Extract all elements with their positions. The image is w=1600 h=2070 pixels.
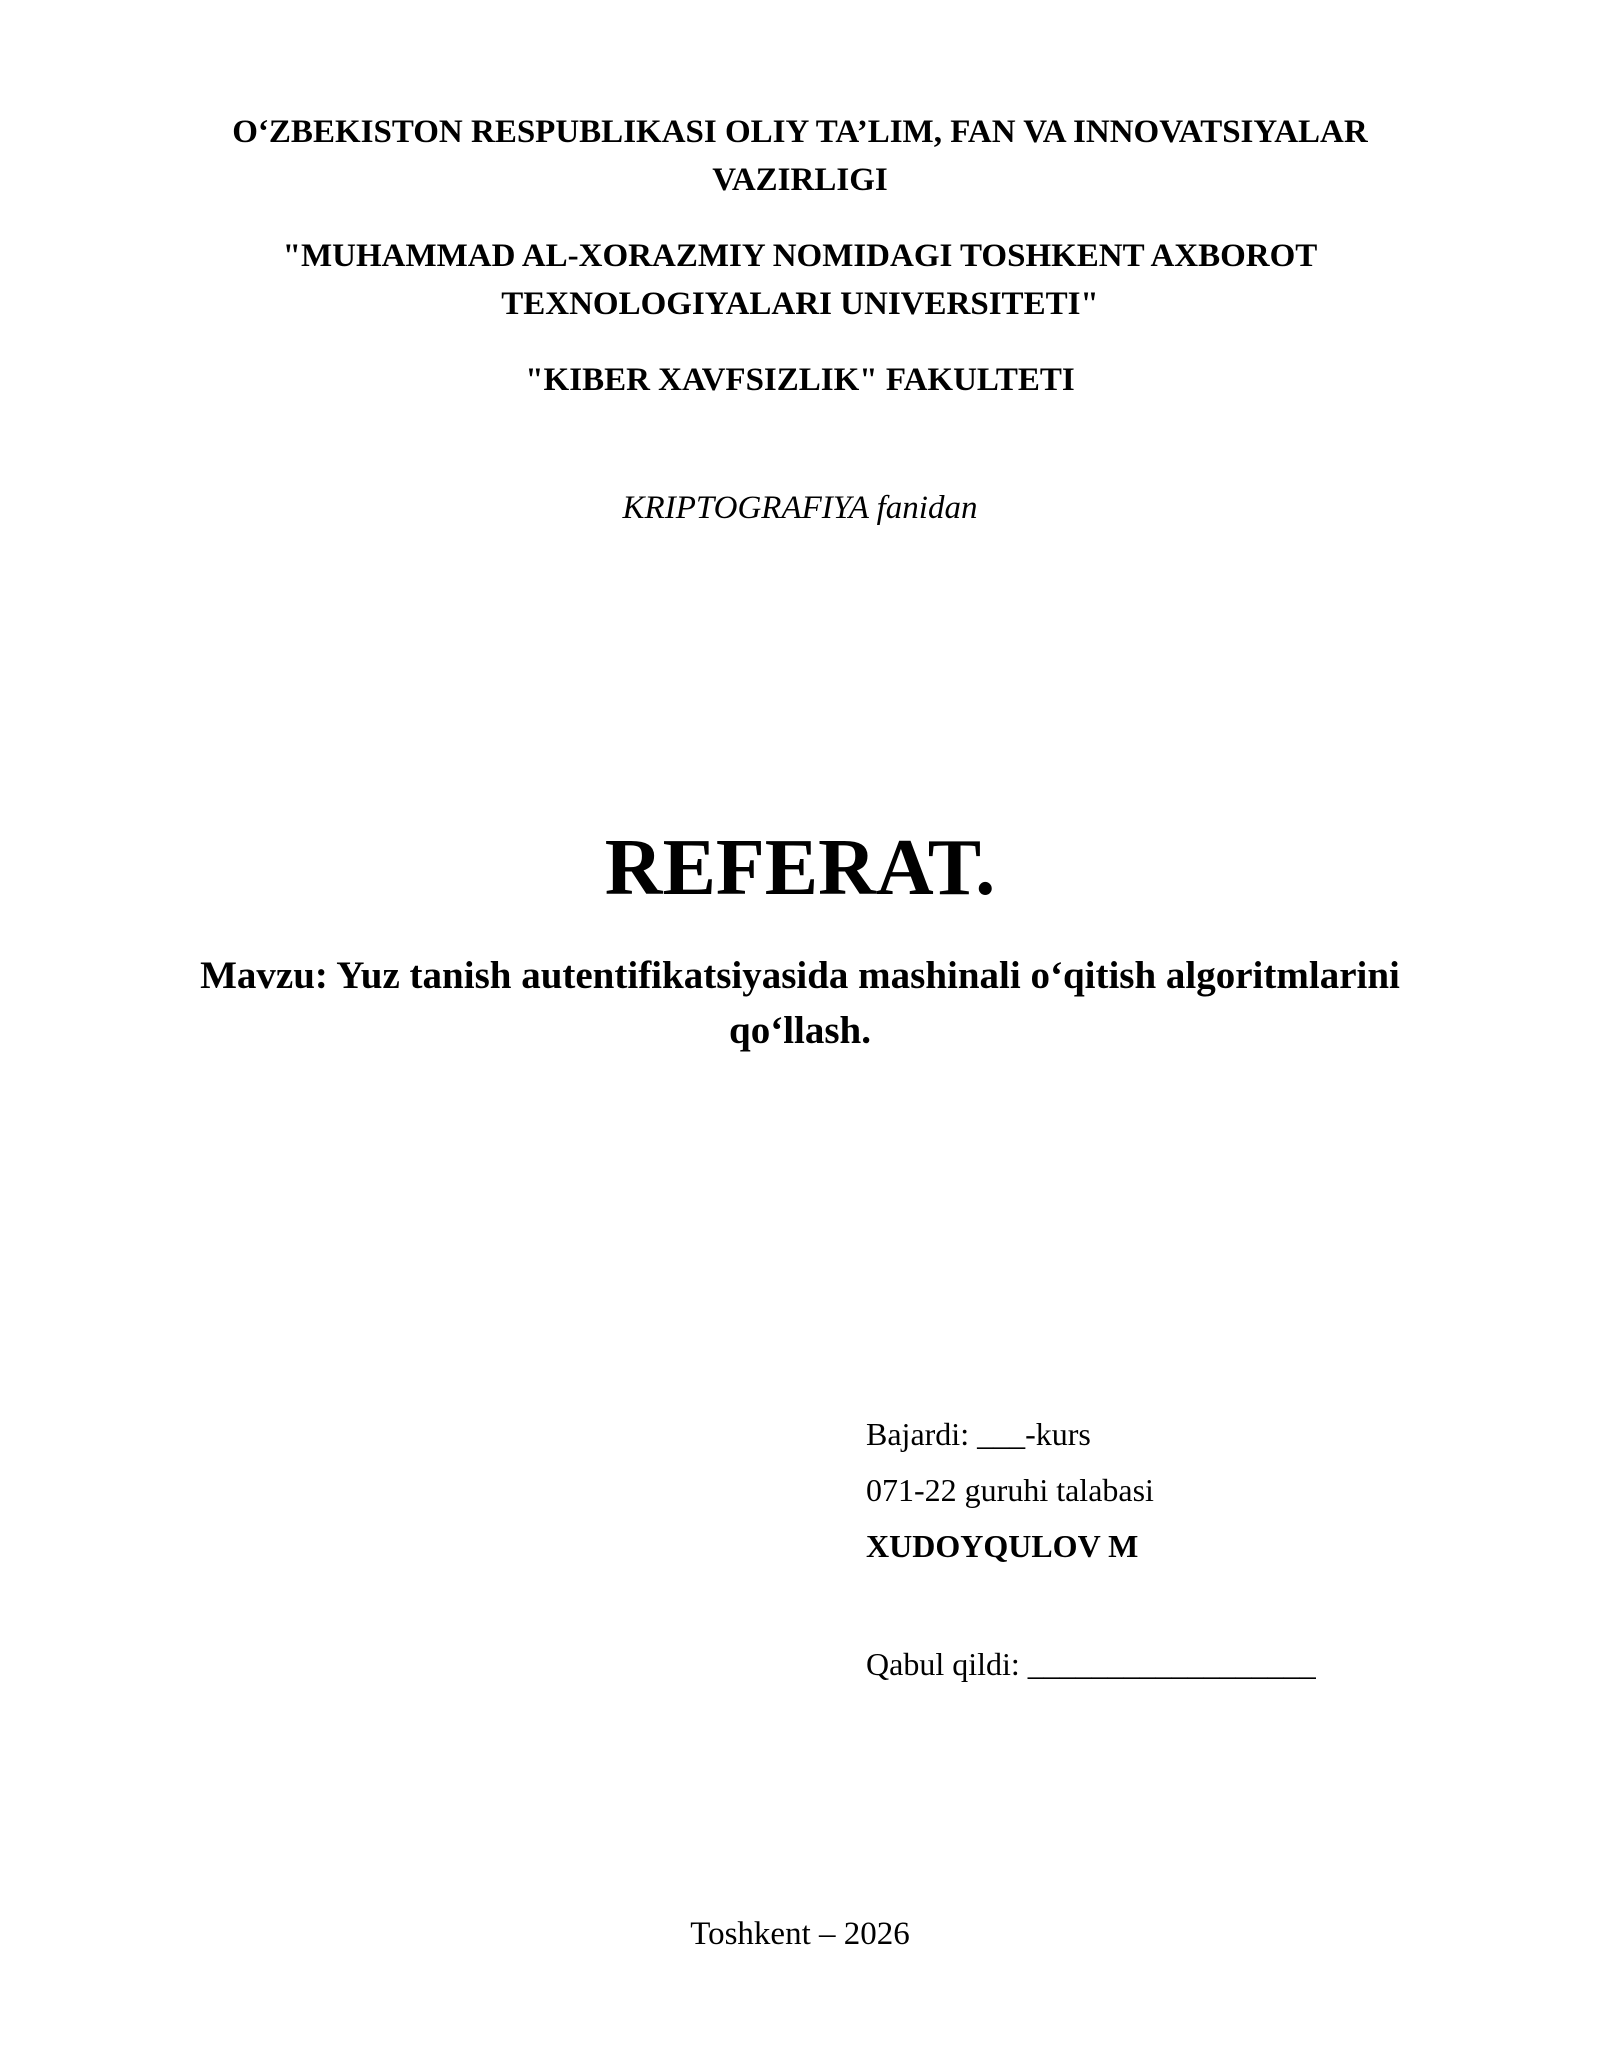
accepted-by-line: Qabul qildi: __________________ (866, 1646, 1316, 1682)
subject-line: KRIPTOGRAFIYA fanidan (622, 490, 978, 526)
university-heading-line-1: "MUHAMMAD AL-XORAZMIY NOMIDAGI TOSHKENT AXBOROT (282, 238, 1318, 274)
university-heading (0, 232, 1600, 328)
ministry-heading (0, 108, 1600, 204)
student-name: XUDOYQULOV M (866, 1528, 1139, 1564)
document-title: REFERAT. (604, 824, 996, 912)
ministry-heading-line-2: VAZIRLIGI (712, 162, 888, 198)
faculty-heading: "KIBER XAVFSIZLIK" FAKULTETI (525, 362, 1075, 398)
ministry-heading-line-1: O‘ZBEKISTON RESPUBLIKASI OLIY TA’LIM, FAN VA INNOVATSIYALAR (232, 114, 1368, 150)
topic-heading (0, 948, 1600, 1058)
performed-by-line: Bajardi: ___-kurs (866, 1416, 1091, 1452)
student-group-line: 071-22 guruhi talabasi (866, 1472, 1154, 1508)
topic-line-2: qo‘llash. (729, 1009, 871, 1052)
university-heading-line-2: TEXNOLOGIYALARI UNIVERSITETI" (501, 286, 1099, 322)
topic-line-1: Mavzu: Yuz tanish autentifikatsiyasida mashinali o‘qitish algoritmlarini (200, 954, 1400, 997)
footer-city-year: Toshkent – 2026 (690, 1916, 910, 1952)
